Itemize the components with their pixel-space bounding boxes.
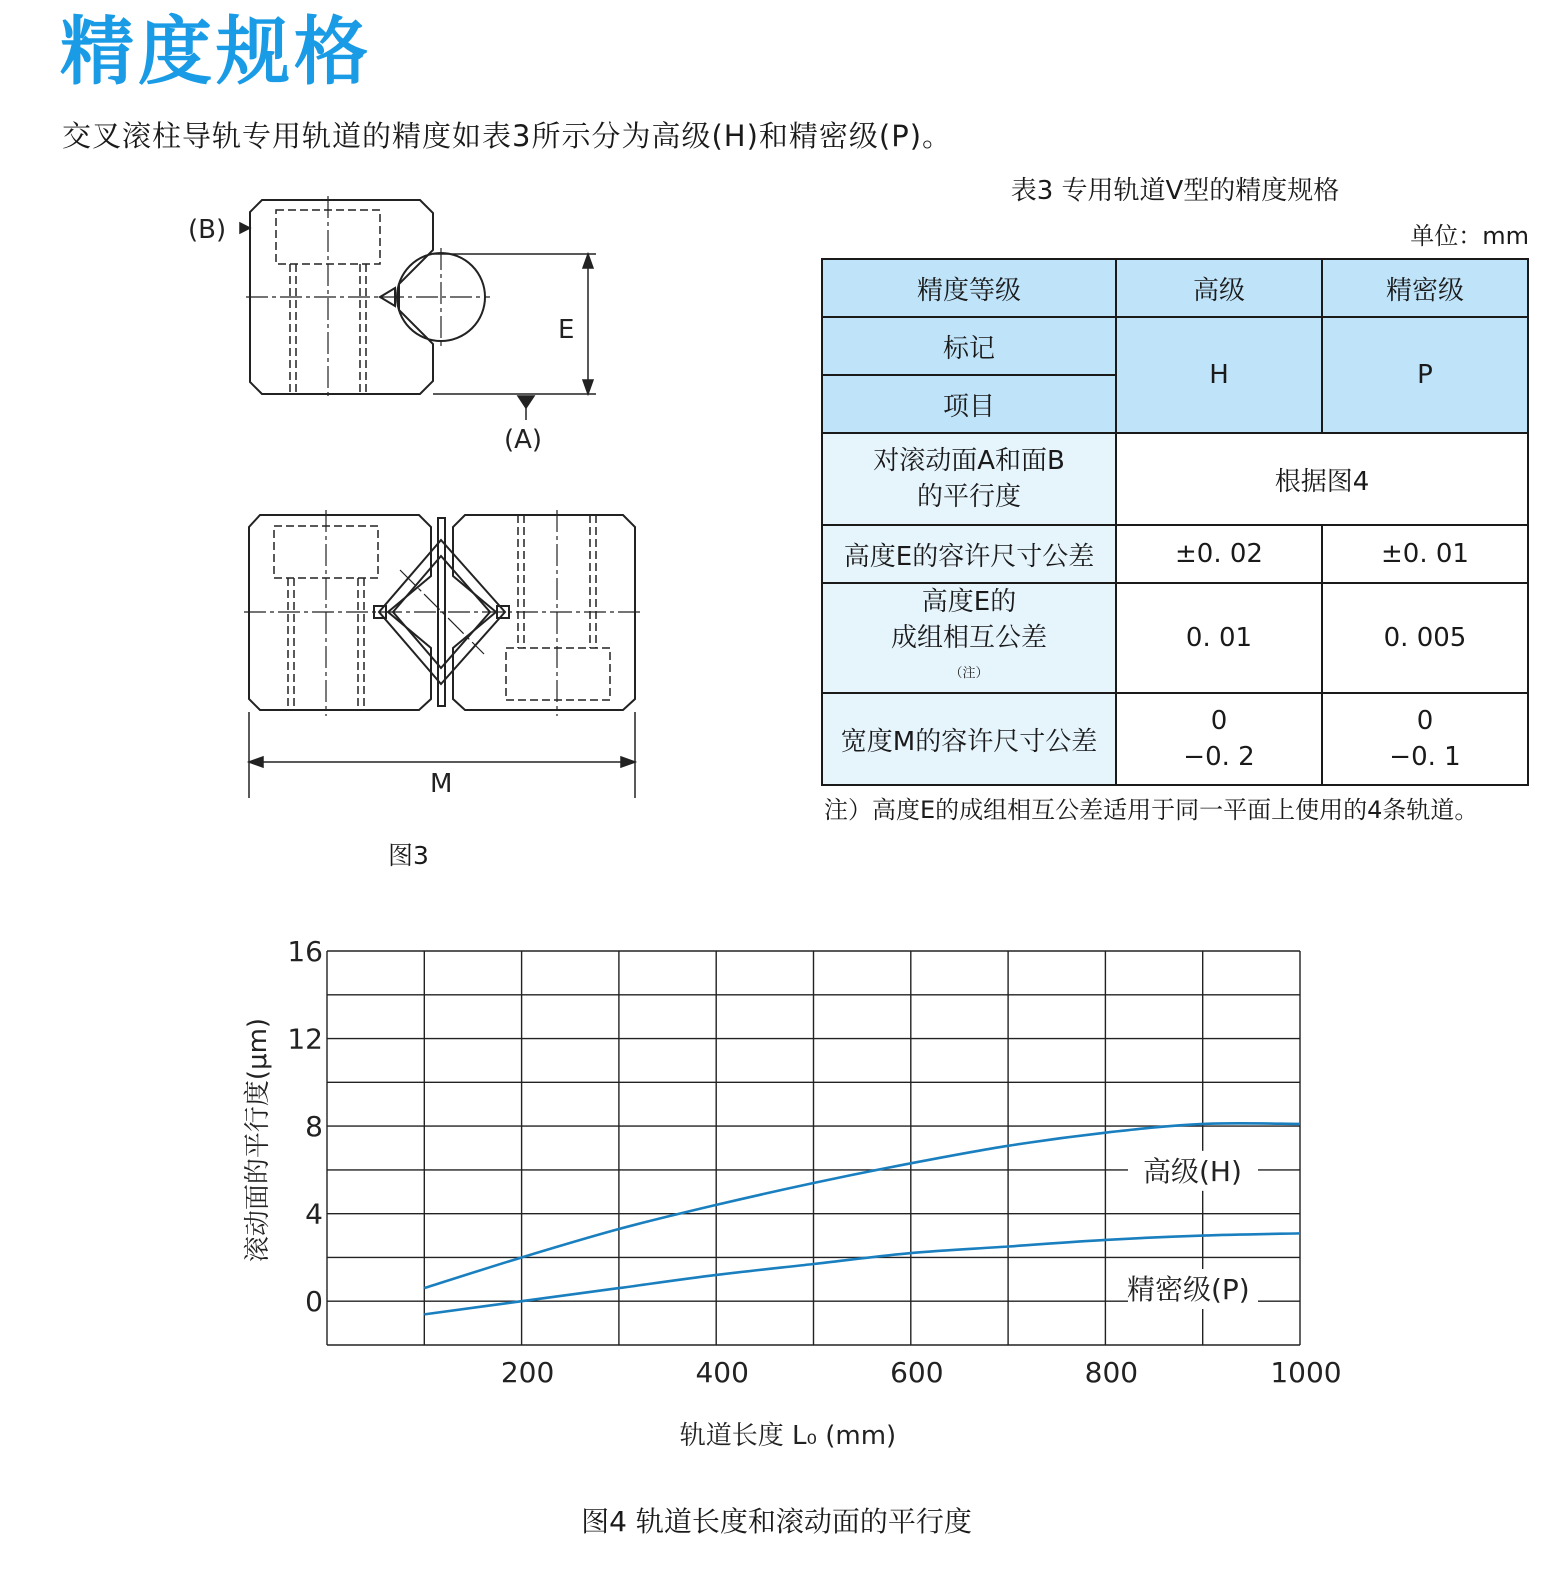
height-tol-high: ±0. 02	[1116, 525, 1322, 583]
datum-a-label: (A)	[504, 425, 543, 455]
header-precise: 精密级	[1322, 259, 1528, 317]
row-mark-label: 标记	[822, 317, 1116, 375]
x-tick-label: 800	[1084, 1356, 1139, 1389]
table-note: 注）高度E的成组相互公差适用于同一平面上使用的4条轨道。	[824, 796, 1479, 824]
row-height-group-label: 高度E的 成组相互公差 （注）	[822, 583, 1116, 693]
row-height-tol-label: 高度E的容许尺寸公差	[822, 525, 1116, 583]
width-tol-precise: 0 −0. 1	[1322, 693, 1528, 785]
table-caption: 表3 专用轨道V型的精度规格	[1010, 176, 1340, 206]
datum-a-marker	[518, 396, 534, 408]
y-axis-label: 滚动面的平行度(μm)	[243, 1017, 273, 1263]
dimension-m-label: M	[430, 769, 453, 799]
row-parallel-label: 对滚动面A和面B 的平行度	[822, 433, 1116, 525]
y-tick-label: 12	[287, 1022, 323, 1056]
height-tol-precise: ±0. 01	[1322, 525, 1528, 583]
y-tick-label: 0	[305, 1285, 323, 1319]
series-label-high: 高级(H)	[1143, 1154, 1242, 1188]
table-unit: 单位：mm	[1410, 222, 1529, 250]
dimension-e-label: E	[558, 315, 575, 345]
mark-high: H	[1116, 317, 1322, 433]
y-tick-label: 4	[305, 1197, 323, 1231]
x-tick-label: 600	[890, 1356, 944, 1389]
series-label-precise: 精密级(P)	[1127, 1273, 1250, 1307]
header-high: 高级	[1116, 259, 1322, 317]
x-tick-label: 1000	[1270, 1356, 1342, 1389]
mark-precise: P	[1322, 317, 1528, 433]
page-title: 精度规格	[60, 9, 372, 95]
figure3-drawing	[160, 180, 680, 820]
x-axis-label: 轨道长度 L₀ (mm)	[679, 1421, 897, 1451]
row-parallel-value: 根据图4	[1116, 433, 1528, 525]
header-grade: 精度等级	[822, 259, 1116, 317]
parallelism-chart	[0, 920, 1553, 1480]
intro-text: 交叉滚柱导轨专用轨道的精度如表3所示分为高级(H)和精密级(P)。	[62, 119, 953, 153]
y-tick-label: 8	[305, 1110, 323, 1144]
figure3-caption: 图3	[388, 841, 429, 870]
datum-b-label: (B)	[188, 215, 227, 245]
width-tol-high: 0 −0. 2	[1116, 693, 1322, 785]
row-width-tol-label: 宽度M的容许尺寸公差	[822, 693, 1116, 785]
height-group-precise: 0. 005	[1322, 583, 1528, 693]
y-tick-label: 16	[287, 935, 323, 968]
series-line-high	[424, 1123, 1300, 1288]
height-group-high: 0. 01	[1116, 583, 1322, 693]
datum-b-marker	[240, 223, 250, 233]
x-tick-label: 400	[695, 1356, 749, 1389]
x-tick-label: 200	[500, 1356, 555, 1389]
spec-table	[821, 258, 1529, 786]
figure4-caption: 图4 轨道长度和滚动面的平行度	[581, 1505, 972, 1538]
row-item-label: 项目	[822, 375, 1116, 433]
